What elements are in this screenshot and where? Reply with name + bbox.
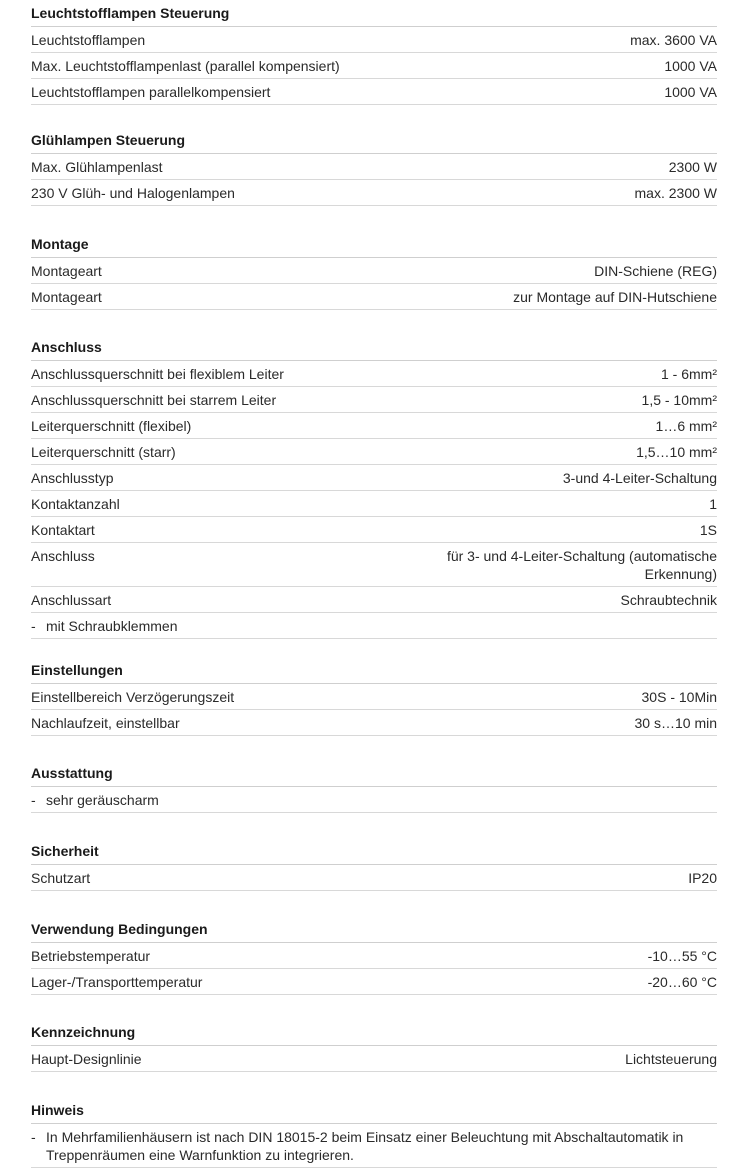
section-einstellungen xyxy=(31,657,717,736)
section-kennzeichnung xyxy=(31,1019,717,1072)
section-title: Einstellungen xyxy=(31,657,717,684)
section-title: Sicherheit xyxy=(31,838,717,865)
spec-row xyxy=(31,1046,717,1072)
spec-value: 1S xyxy=(699,522,717,538)
section-title: Verwendung Bedingungen xyxy=(31,916,717,943)
note-item xyxy=(31,787,717,813)
section-anschluss xyxy=(31,334,717,639)
spec-row xyxy=(31,465,717,491)
spec-label: Leuchtstofflampen parallelkompensiert xyxy=(31,84,271,100)
spec-row xyxy=(31,517,717,543)
spec-row xyxy=(31,413,717,439)
bullet-dash: - xyxy=(31,792,36,808)
spec-value: 30S - 10Min xyxy=(641,689,717,705)
spec-label: Lager-/Transporttemperatur xyxy=(31,974,203,990)
spec-value: DIN-Schiene (REG) xyxy=(594,263,717,279)
spec-label: Leuchtstofflampen xyxy=(31,32,146,48)
spec-value: 1000 VA xyxy=(664,58,717,74)
spec-value: 1000 VA xyxy=(664,84,717,100)
spec-value: 1 - 6mm² xyxy=(661,366,717,382)
spec-value: IP20 xyxy=(688,870,717,886)
spec-label: Anschlusstyp xyxy=(31,470,114,486)
spec-label: Max. Leuchtstofflampenlast (parallel kompensiert) xyxy=(31,58,340,74)
spec-row xyxy=(31,439,717,465)
spec-row xyxy=(31,180,717,206)
section-title: Ausstattung xyxy=(31,760,717,787)
spec-label: Kontaktart xyxy=(31,522,95,538)
section-title: Anschluss xyxy=(31,334,717,361)
note-text: mit Schraubklemmen xyxy=(46,618,178,634)
spec-label: 230 V Glüh- und Halogenlampen xyxy=(31,185,235,201)
spec-row xyxy=(31,284,717,310)
spec-label: Kontaktanzahl xyxy=(31,496,120,512)
spec-label: Max. Glühlampenlast xyxy=(31,159,163,175)
spec-row xyxy=(31,79,717,105)
section-title: Hinweis xyxy=(31,1097,717,1124)
section-montage xyxy=(31,231,717,310)
spec-label: Anschluss xyxy=(31,548,95,564)
section-gluehlampen-steuerung xyxy=(31,127,717,206)
spec-label: Einstellbereich Verzögerungszeit xyxy=(31,689,235,705)
bullet-dash: - xyxy=(31,618,36,634)
spec-row xyxy=(31,361,717,387)
spec-row xyxy=(31,684,717,710)
spec-row xyxy=(31,491,717,517)
spec-value: 1,5 - 10mm² xyxy=(641,392,717,408)
spec-row xyxy=(31,387,717,413)
section-leuchtstofflampen-steuerung xyxy=(31,0,717,105)
note-item xyxy=(31,1124,717,1168)
section-sicherheit xyxy=(31,838,717,891)
spec-value: -10…55 °C xyxy=(647,948,717,964)
note-text: In Mehrfamilienhäusern ist nach DIN 18015-2 beim Einsatz einer Beleuchtung mit Abschaltautomatik in Treppenräumen eine Warnfunktion zu integrieren. xyxy=(46,1129,684,1163)
spec-label: Betriebstemperatur xyxy=(31,948,151,964)
spec-value: zur Montage auf DIN-Hutschiene xyxy=(513,289,717,305)
section-title: Kennzeichnung xyxy=(31,1019,717,1046)
spec-value: 3-und 4-Leiter-Schaltung xyxy=(562,470,717,486)
section-title: Leuchtstofflampen Steuerung xyxy=(31,0,717,27)
section-title: Glühlampen Steuerung xyxy=(31,127,717,154)
section-title: Montage xyxy=(31,231,717,258)
spec-label: Anschlussquerschnitt bei starrem Leiter xyxy=(31,392,277,408)
spec-row xyxy=(31,865,717,891)
spec-row xyxy=(31,943,717,969)
spec-label: Anschlussart xyxy=(31,592,112,608)
spec-value: Schraubtechnik xyxy=(620,592,717,608)
spec-label: Leiterquerschnitt (flexibel) xyxy=(31,418,192,434)
spec-row xyxy=(31,53,717,79)
spec-value: für 3- und 4-Leiter-Schaltung (automatische Erkennung) xyxy=(446,548,717,582)
spec-label: Schutzart xyxy=(31,870,91,886)
bullet-dash: - xyxy=(31,1129,36,1145)
spec-value: 2300 W xyxy=(668,159,717,175)
section-ausstattung xyxy=(31,760,717,813)
spec-row xyxy=(31,258,717,284)
spec-row xyxy=(31,27,717,53)
spec-label: Nachlaufzeit, einstellbar xyxy=(31,715,180,731)
spec-value: 1 xyxy=(709,496,717,512)
spec-value: Lichtsteuerung xyxy=(625,1051,717,1067)
spec-value: 30 s…10 min xyxy=(634,715,717,731)
spec-label: Montageart xyxy=(31,289,102,305)
section-hinweis xyxy=(31,1097,717,1168)
spec-label: Leiterquerschnitt (starr) xyxy=(31,444,176,460)
spec-row xyxy=(31,154,717,180)
spec-value: max. 3600 VA xyxy=(630,32,717,48)
spec-row xyxy=(31,710,717,736)
spec-label: Montageart xyxy=(31,263,102,279)
spec-value: 1,5…10 mm² xyxy=(636,444,717,460)
spec-row xyxy=(31,543,717,587)
spec-label: Haupt-Designlinie xyxy=(31,1051,142,1067)
spec-label: Anschlussquerschnitt bei flexiblem Leiter xyxy=(31,366,284,382)
spec-row xyxy=(31,969,717,995)
section-verwendung-bedingungen xyxy=(31,916,717,995)
note-text: sehr geräuscharm xyxy=(46,792,159,808)
spec-value: max. 2300 W xyxy=(634,185,717,201)
spec-value: 1…6 mm² xyxy=(655,418,717,434)
spec-row xyxy=(31,587,717,613)
note-item xyxy=(31,613,717,639)
spec-value: -20…60 °C xyxy=(647,974,717,990)
